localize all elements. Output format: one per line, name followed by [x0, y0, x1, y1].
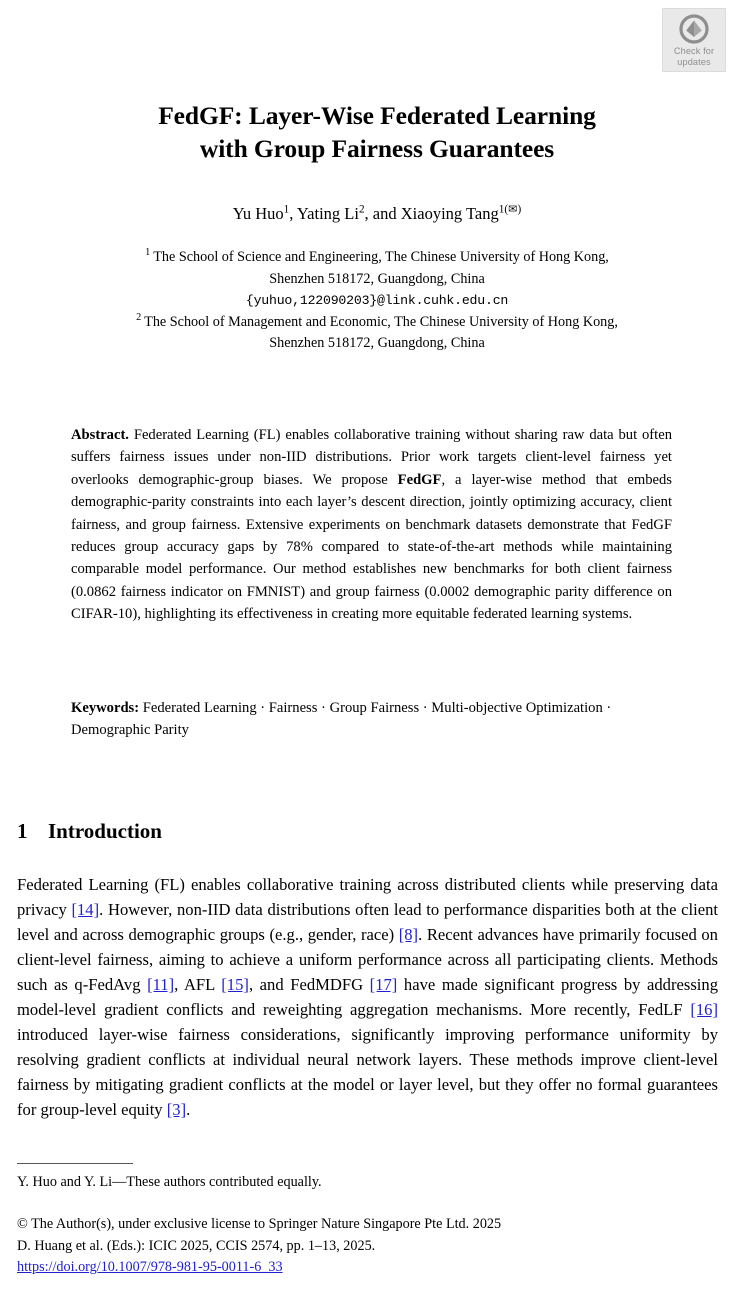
affiliation-text: Shenzhen 518172, Guangdong, China: [269, 335, 485, 351]
author-name-1: Yu Huo: [232, 204, 284, 223]
section-heading-introduction: [17, 817, 717, 845]
page-title: [0, 99, 754, 165]
badge-line-2: updates: [677, 57, 711, 67]
intro-text-4: , AFL: [174, 974, 222, 994]
citation-link-3[interactable]: [3]: [166, 1100, 187, 1120]
proceedings-line: D. Huang et al. (Eds.): ICIC 2025, CCIS 2574, pp. 1–13, 2025.: [17, 1237, 376, 1254]
affiliation-line: [0, 333, 754, 355]
citation-link-11[interactable]: [11]: [147, 974, 175, 994]
affiliation-line: [0, 247, 754, 269]
affiliation-line: [0, 312, 754, 334]
citation-link-16[interactable]: [16]: [690, 1000, 718, 1020]
check-for-updates-badge[interactable]: [662, 8, 726, 72]
corresponding-author-marker: 1(✉): [498, 203, 522, 216]
author-affiliation-marker-2: 2: [358, 203, 365, 216]
citation-link-17[interactable]: [17]: [369, 974, 398, 994]
footnote-separator-rule: [17, 1163, 133, 1164]
intro-text-3: . Recent advances have primarily focused on client-level fairness, aiming to achieve a uniform performance across all participating clients. Methods such as q-FedAvg: [17, 924, 718, 994]
keywords-text: Federated Learning · Fairness · Group Fairness · Multi-objective Optimization · Demographic Parity: [71, 700, 612, 739]
check-for-updates-label: [674, 46, 714, 68]
copyright-line: © The Author(s), under exclusive license to Springer Nature Singapore Pte Ltd. 2025: [17, 1216, 502, 1232]
author-name-3: Xiaoying Tang: [400, 204, 499, 223]
author-separator-2: , and: [364, 204, 401, 223]
intro-text-5: , and FedMDFG: [248, 974, 370, 994]
abstract-text-part-1: Federated Learning (FL) enables collaborative training without sharing raw data but often suffers fairness issues under non-IID distributions. Prior work targets client-level fairness yet overlooks demographic-group biases. We propose: [71, 427, 672, 488]
title-line-2: with Group Fairness Guarantees: [199, 134, 555, 164]
affiliation-text: Shenzhen 518172, Guangdong, China: [269, 270, 485, 287]
author-name-2: Yating Li: [296, 204, 359, 223]
introduction-paragraph: [17, 872, 718, 1123]
affiliation-line: [0, 269, 754, 291]
citation-link-8[interactable]: [8]: [398, 924, 419, 944]
author-list: [0, 203, 754, 225]
keywords-label: Keywords:: [71, 700, 140, 716]
check-for-updates-circle-icon: [679, 14, 709, 44]
affiliation-text: The School of Management and Economic, The Chinese University of Hong Kong,: [144, 313, 618, 330]
affiliation-list: [0, 247, 754, 355]
author-affiliation-marker-1: 1: [283, 203, 290, 216]
badge-line-1: Check for: [673, 46, 715, 56]
section-number: 1: [17, 819, 28, 844]
abstract-label: Abstract.: [71, 427, 129, 443]
intro-text-2: . However, non-IID data distributions often lead to performance disparities both at the client level and across demographic groups (e.g., gender, race): [17, 899, 719, 944]
title-line-1: FedGF: Layer-Wise Federated Learning: [158, 101, 596, 131]
abstract-text-part-2: , a layer-wise method that embeds demographic-parity constraints into each layer’s descent direction, jointly optimizing accuracy, client fairness, and group fairness. Extensive experiments on benchmark datasets demonstrate that FedGF reduces group accuracy gaps by 78% compared to state-of-the-art methods while maintaining comparable model performance. Our method establishes new benchmarks for both client fairness (0.0862 fairness indicator on FMNIST) and group fairness (0.0002 demographic parity difference on CIFAR-10), highlighting its effectiveness in creating more equitable federated learning systems.: [71, 471, 672, 623]
citation-link-15[interactable]: [15]: [221, 974, 249, 994]
abstract-section: [71, 424, 672, 626]
intro-text-6: have made significant progress by addressing model-level gradient conflicts and reweighting aggregation mechanisms. More recently, FedLF: [17, 974, 718, 1020]
copyright-block: [17, 1214, 717, 1279]
intro-text-8: .: [186, 1100, 191, 1120]
intro-text-7: introduced layer-wise fairness considerations, significantly improving performance uniformity by resolving gradient conflicts at individual neural network layers. These methods improve client-level fairness by mitigating gradient conflicts at the model or layer level, but they offer no formal guarantees for group-level equity: [17, 1025, 718, 1120]
affiliation-text: The School of Science and Engineering, The Chinese University of Hong Kong,: [153, 249, 609, 265]
keywords-section: [71, 697, 672, 742]
affiliation-marker: 1: [145, 247, 151, 259]
author-email-text: {yuhuo,122090203}@link.cuhk.edu.cn: [245, 293, 509, 308]
footnote-equal-contribution: Y. Huo and Y. Li—These authors contributed equally.: [17, 1174, 322, 1190]
intro-text-1: Federated Learning (FL) enables collaborative training across distributed clients while preserving data privacy: [17, 874, 718, 919]
abstract-method-name: FedGF: [397, 471, 442, 488]
affiliation-marker: 2: [136, 311, 142, 323]
citation-link-14[interactable]: [14]: [71, 899, 100, 919]
section-title: Introduction: [48, 819, 162, 844]
doi-link[interactable]: https://doi.org/10.1007/978-981-95-0011-6_33: [17, 1259, 283, 1275]
author-email-line: [0, 290, 754, 312]
author-separator-1: ,: [289, 204, 297, 223]
